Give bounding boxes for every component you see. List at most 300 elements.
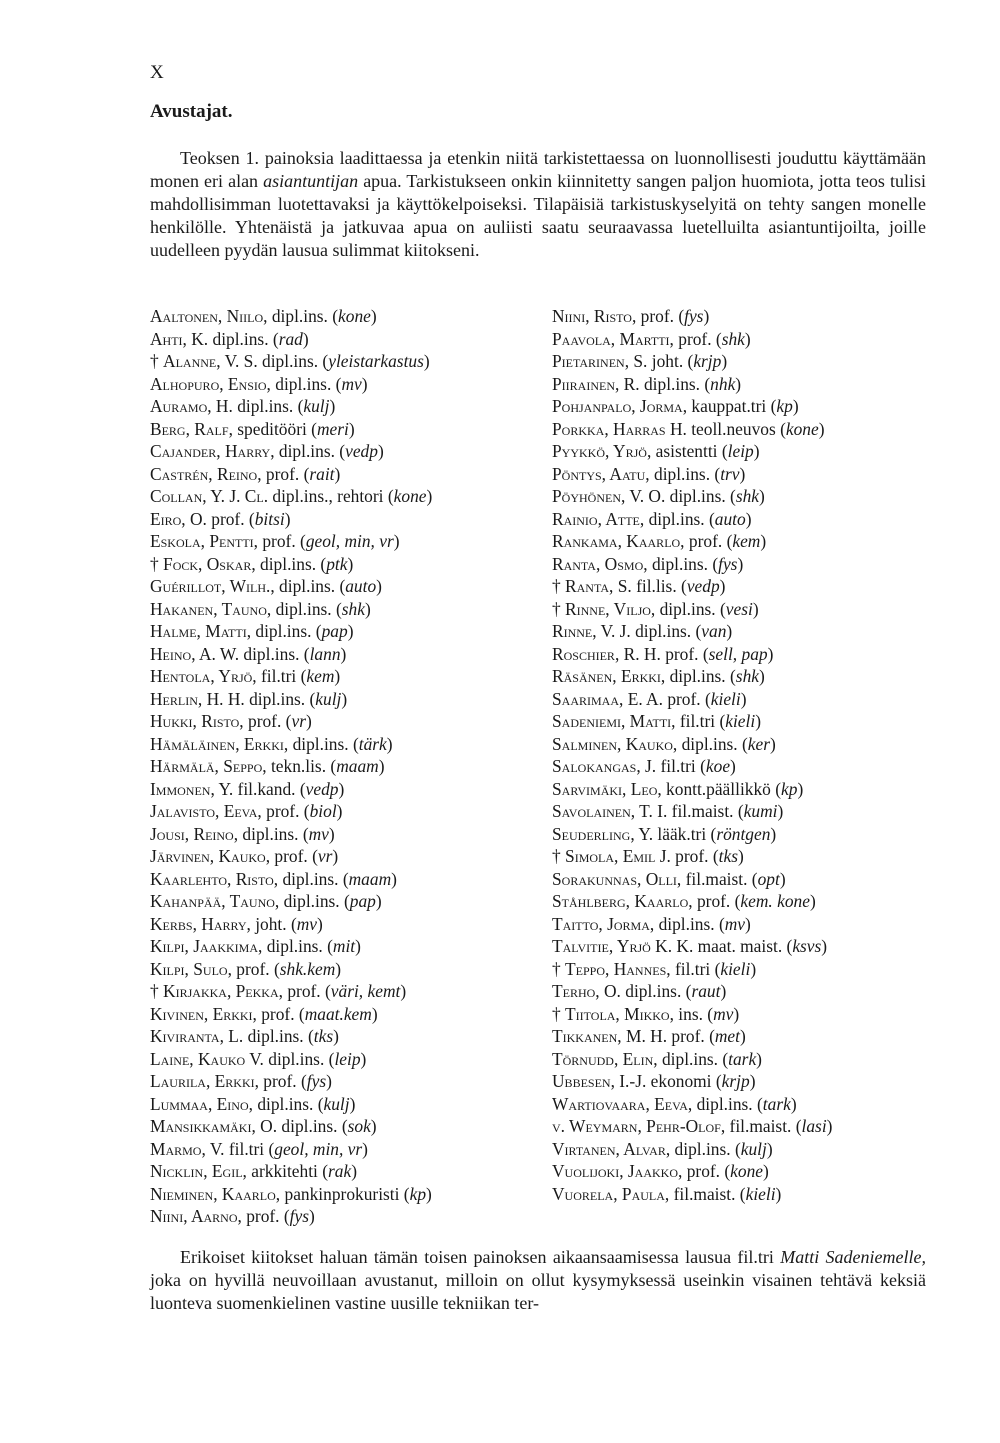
contributor-entry (552, 710, 936, 733)
field-abbreviation: auto (345, 576, 377, 596)
field-abbreviation: lasi (801, 1116, 827, 1136)
contributor-name: Aaltonen, Niilo, (150, 306, 268, 326)
contributor-title: prof. ( (261, 463, 310, 484)
field-abbreviation: raut (691, 981, 721, 1001)
contributor-entry (552, 508, 936, 531)
closing-parenthesis: ) (770, 823, 777, 844)
contributor-title: dipl.ins. ( (257, 351, 329, 371)
contributor-entry (552, 1093, 936, 1116)
contributor-name: Salokangas, J. (552, 756, 657, 776)
contributor-title: fil.maist. ( (669, 1183, 746, 1204)
contributor-entry (552, 688, 936, 711)
contributor-name: Hentola, Yrjö, (150, 666, 257, 686)
contributor-entry (150, 980, 540, 1003)
contributor-title: maat. maist. ( (693, 936, 793, 956)
contributor-name: Niini, Aarno, (150, 1206, 242, 1226)
contributor-name: Roschier, R. H. (552, 643, 661, 664)
contributor-entry (552, 328, 936, 351)
contributor-entry (150, 328, 540, 351)
contributor-entry (552, 778, 936, 801)
field-abbreviation: pap (349, 891, 376, 911)
contributor-title: dipl.ins. ( (274, 576, 346, 596)
closing-parenthesis: ) (756, 1048, 762, 1069)
closing-parenthesis: ) (328, 823, 335, 844)
closing-parenthesis: ) (341, 688, 348, 709)
closing-parenthesis: ) (333, 1026, 339, 1046)
closing-parenthesis: ) (362, 1138, 368, 1159)
contributor-name: Alhopuro, Ensio, (150, 373, 271, 394)
field-abbreviation: kulj (740, 1138, 767, 1159)
closing-parenthesis: ) (332, 846, 339, 866)
field-abbreviation: krjp (721, 1071, 750, 1091)
contributor-name: Vuorela, Paula, (552, 1183, 670, 1204)
contributor-title: prof. ( (206, 508, 255, 529)
contributor-entry (552, 530, 936, 553)
contributor-entry (150, 935, 540, 958)
field-abbreviation: shk (721, 328, 745, 349)
contributor-name: Jousi, Reino, (150, 823, 239, 844)
closing-parenthesis: ) (391, 868, 397, 889)
contributor-entry (150, 373, 540, 396)
contributor-entry (150, 868, 540, 891)
field-abbreviation: koe (705, 756, 731, 776)
closing-parenthesis: ) (739, 1026, 746, 1046)
contributor-title: dipl.ins. ( (647, 553, 719, 574)
contributor-name: Kerbs, Harry, (150, 913, 251, 934)
contributor-title: prof. ( (682, 1161, 731, 1181)
contributor-title: dipl.ins. ( (654, 913, 725, 934)
contributor-name: Guérillot, Wilh., (150, 576, 275, 596)
closing-parenthesis: ) (752, 598, 759, 619)
deceased-mark: † (552, 958, 566, 979)
contributor-entry (150, 440, 540, 463)
contributor-entry (150, 575, 540, 598)
contributor-title: lääk.tri ( (653, 823, 717, 844)
closing-parenthesis: ) (755, 711, 761, 731)
contributor-title: dipl.ins. ( (252, 1093, 324, 1114)
contributor-name: Hukki, Risto, (150, 711, 244, 731)
deceased-mark: † (552, 846, 566, 866)
contributor-name: Niini, Risto, (552, 306, 637, 326)
contributor-title: prof. ( (282, 981, 331, 1001)
closing-parenthesis: ) (347, 553, 354, 574)
contributor-title: dipl.ins. ( (239, 643, 310, 664)
contributor-title: dipl.ins. ( (271, 598, 342, 619)
contributor-entry (150, 463, 540, 486)
contributor-name: Paavola, Martti, (552, 328, 674, 349)
contributor-title: joht. ( (647, 351, 694, 371)
closing-parenthesis: ) (733, 1003, 740, 1024)
contributor-title: dipl.ins. ( (243, 1026, 314, 1046)
closing-parenthesis: ) (349, 1093, 356, 1114)
contributor-name: Härmälä, Seppo, (150, 756, 267, 776)
field-abbreviation: mv (713, 1003, 734, 1024)
contributor-name: Laurila, Erkki, (150, 1071, 259, 1091)
field-abbreviation: maam (336, 756, 379, 776)
contributor-entry (552, 1003, 936, 1026)
contributor-title: prof. ( (636, 306, 685, 326)
closing-parenthesis: ) (720, 981, 727, 1001)
closing-parenthesis: ) (775, 1183, 782, 1204)
contributor-entry (552, 913, 936, 936)
closing-parenthesis: ) (309, 1206, 315, 1226)
contributor-entry (552, 1025, 936, 1048)
field-abbreviation: nhk (710, 373, 736, 394)
contributor-title: prof. ( (660, 643, 709, 664)
contributor-entry (552, 1183, 936, 1206)
field-abbreviation: mv (724, 913, 746, 934)
page-number: X (150, 62, 165, 83)
contributor-name: Kiviranta, L. (150, 1026, 244, 1046)
contributor-title: asistentti ( (651, 441, 728, 461)
contributor-name: Lummaa, Eino, (150, 1093, 253, 1114)
contributor-entry (552, 598, 936, 621)
contributor-title: dipl.ins. ( (657, 1048, 729, 1069)
field-abbreviation: kieli (710, 688, 741, 709)
field-abbreviation: tärk (358, 733, 387, 754)
closing-parenthesis: ) (797, 778, 804, 799)
closing-parenthesis: ) (792, 396, 799, 416)
contributor-entry (552, 440, 936, 463)
contributor-name: Talvitie, Yrjö K. K. (552, 936, 694, 956)
contributor-title: dipl.ins. ( (279, 891, 350, 911)
intro-paragraph (150, 147, 926, 262)
field-abbreviation: tark (762, 1093, 791, 1114)
contributor-list-left (150, 305, 540, 1228)
contributor-name: Ranta, S. (565, 576, 632, 596)
field-abbreviation: shk (735, 486, 760, 506)
contributor-entry (150, 305, 540, 328)
field-abbreviation: tark (728, 1048, 757, 1069)
field-abbreviation: kem (732, 531, 761, 551)
contributor-name: Rinne, Viljo, (565, 598, 656, 619)
closing-parenthesis: ) (721, 351, 728, 371)
contributor-entry (552, 958, 936, 981)
field-abbreviation: maam (348, 868, 392, 889)
field-abbreviation: trv (720, 463, 740, 484)
contributor-title: dipl.ins. ( (655, 598, 726, 619)
closing-parenthesis: ) (423, 351, 430, 371)
contributor-name: Rankama, Kaarlo, (552, 531, 685, 551)
closing-parenthesis: ) (378, 756, 385, 776)
closing-parenthesis: ) (284, 508, 291, 529)
field-abbreviation: sok (347, 1116, 371, 1136)
contributor-entry (552, 755, 936, 778)
contributor-entry (150, 598, 540, 621)
contributor-title: teoll.neuvos ( (686, 418, 786, 439)
field-abbreviation: ptk (326, 553, 348, 574)
closing-parenthesis: ) (760, 531, 767, 551)
field-abbreviation: rad (278, 328, 303, 349)
contributor-entry (552, 395, 936, 418)
contributor-name: Teppo, Hannes, (565, 958, 671, 979)
contributor-title: fil.tri ( (256, 666, 307, 686)
closing-parenthesis: ) (758, 666, 765, 686)
contributor-entry (150, 890, 540, 913)
contributor-name: Castrén, Reino, (150, 463, 262, 484)
field-abbreviation: kulj (315, 688, 342, 709)
field-abbreviation: mv (308, 823, 329, 844)
closing-parenthesis: ) (826, 1116, 833, 1136)
field-abbreviation: met (714, 1026, 740, 1046)
contributor-title: prof. ( (692, 891, 741, 911)
field-abbreviation: fys (306, 1071, 327, 1091)
field-abbreviation: lann (309, 643, 341, 664)
closing-parenthesis: ) (340, 643, 347, 664)
contributor-entry (150, 508, 540, 531)
closing-parenthesis: ) (326, 1071, 332, 1091)
closing-parenthesis: ) (386, 733, 393, 754)
deceased-mark: † (150, 981, 164, 1001)
contributor-entry (150, 1048, 540, 1071)
contributor-name: Taitto, Jorma, (552, 913, 655, 934)
field-abbreviation: kp (776, 396, 793, 416)
contributor-entry (150, 800, 540, 823)
contributor-title: kauppat.tri ( (687, 396, 777, 416)
contributor-name: Wartiovaara, Eeva, (552, 1093, 693, 1114)
closing-parenthesis: ) (334, 463, 341, 484)
contributor-name: Berg, Ralf, (150, 418, 233, 439)
closing-parenthesis: ) (777, 801, 784, 821)
contributor-entry (552, 845, 936, 868)
contributor-title: prof. ( (243, 711, 292, 731)
closing-parenthesis: ) (818, 418, 825, 439)
contributor-title: prof. ( (256, 1003, 305, 1024)
field-abbreviation: auto (714, 508, 746, 529)
deceased-mark: † (150, 351, 164, 371)
field-abbreviation: mv (296, 913, 318, 934)
contributor-title: fil.kand. ( (233, 778, 306, 799)
closing-parenthesis: ) (821, 936, 828, 956)
contributor-entry (150, 1115, 540, 1138)
contributor-entry (150, 665, 540, 688)
contributor-name: Rinne, V. J. (552, 621, 631, 641)
contributor-entry (552, 305, 936, 328)
contributor-entry (552, 1160, 936, 1183)
field-abbreviation: kone (730, 1161, 764, 1181)
contributor-name: Tiitola, Mikko, (565, 1003, 674, 1024)
field-abbreviation: shk (341, 598, 365, 619)
contributor-entry (552, 373, 936, 396)
contributor-title: dipl.ins. ( (263, 1048, 335, 1069)
contributor-entry (552, 980, 936, 1003)
closing-parenthesis: ) (305, 711, 312, 731)
contributor-title: dipl.ins. ( (262, 936, 333, 956)
contributor-entry (150, 755, 540, 778)
contributor-name: Pyykkö, Yrjö, (552, 441, 652, 461)
contributor-entry (150, 1093, 540, 1116)
closing-parenthesis: ) (766, 1138, 773, 1159)
closing-parenthesis: ) (809, 891, 816, 911)
contributor-entry (552, 620, 936, 643)
field-abbreviation: pap (321, 621, 348, 641)
closing-parenthesis: ) (749, 1071, 756, 1091)
field-abbreviation: opt (757, 868, 780, 889)
contributor-name: Ståhlberg, Kaarlo, (552, 891, 693, 911)
contributor-title: kontt.päällikkö ( (661, 778, 782, 799)
contributor-name: Virtanen, Alvar, (552, 1138, 671, 1159)
field-abbreviation: kem. kone (740, 891, 810, 911)
contributor-name: Vuolijoki, Jaakko, (552, 1161, 683, 1181)
contributor-name: Laine, Kauko V. (150, 1048, 264, 1069)
field-abbreviation: vedp (305, 778, 339, 799)
field-abbreviation: meri (316, 418, 349, 439)
contributor-name: Järvinen, Kauko, (150, 846, 271, 866)
field-abbreviation: tks (718, 846, 738, 866)
contributor-entry (150, 845, 540, 868)
contributor-name: Pöyhönen, V. O. (552, 486, 666, 506)
closing-emphasis: Matti Sadeniemelle, (780, 1247, 926, 1267)
contributor-entry (552, 643, 936, 666)
closing-parenthesis: ) (355, 936, 361, 956)
field-abbreviation: shk.kem (279, 958, 336, 979)
field-abbreviation: geol, min, vr (274, 1138, 363, 1159)
deceased-mark: † (552, 1003, 566, 1024)
contributor-title: joht. ( (250, 913, 297, 934)
contributor-title: ins. ( (673, 1003, 714, 1024)
contributor-title: fil.maist. ( (681, 868, 758, 889)
contributor-entry (552, 935, 936, 958)
contributor-entry (552, 575, 936, 598)
contributor-title: dipl.ins. ( (670, 1138, 741, 1159)
intro-emphasis: asiantuntijan (263, 171, 359, 191)
contributor-entry (150, 778, 540, 801)
contributor-name: Ranta, Osmo, (552, 553, 648, 574)
field-abbreviation: rait (309, 463, 335, 484)
contributor-title: fil.lis. ( (631, 576, 687, 596)
closing-parenthesis: ) (703, 306, 710, 326)
closing-parenthesis: ) (744, 328, 751, 349)
closing-parenthesis: ) (730, 756, 736, 776)
contributor-title: prof. ( (261, 801, 310, 821)
contributor-title: dipl.ins. ( (288, 733, 359, 754)
contributor-name: Kilpi, Sulo, (150, 958, 232, 979)
contributor-title: dipl.ins. ( (620, 981, 692, 1001)
field-abbreviation: ker (747, 733, 771, 754)
field-abbreviation: sell, pap (708, 643, 768, 664)
field-abbreviation: kone (338, 306, 371, 326)
closing-parenthesis: ) (790, 1093, 797, 1114)
intro-text-end: apua. Tarkistukseen onkin kiinnitetty sangen paljon huomiota, jotta teos tulisi mahdollisimman luotettavaksi ja käyttökelpoiseksi. Tilapäisiä tarkistuskyselyitä on tehty sangen monelle henkilölle. Yhtenäistä ja jatkuvaa apua on auliisti saatu seuraavassa luetelluilta asiantuntijoilta, joille uudelleen pyydän lausua sulimmat kiitokseni. (150, 171, 926, 260)
closing-parenthesis: ) (317, 913, 323, 934)
contributor-title: prof. ( (231, 958, 280, 979)
field-abbreviation: vedp (345, 441, 378, 461)
closing-parenthesis: ) (740, 688, 747, 709)
closing-paragraph (150, 1246, 926, 1314)
contributor-entry (150, 1070, 540, 1093)
contributor-name: Eskola, Pentti, (150, 531, 258, 551)
closing-parenthesis: ) (370, 306, 377, 326)
field-abbreviation: biol (309, 801, 337, 821)
contributor-entry (150, 1025, 540, 1048)
closing-text-end: joka on hyvillä neuvoillaan avustanut, milloin on ollut kysymyksessä useinkin visainen tehtävä keksiä luonteva suomenkielinen vastine uusille tekniikan ter- (150, 1269, 926, 1313)
field-abbreviation: fys (289, 1206, 309, 1226)
closing-parenthesis: ) (739, 463, 746, 484)
contributor-title: fil.tri ( (675, 711, 726, 731)
contributor-title: dipl.ins. ( (665, 486, 736, 506)
field-abbreviation: leip (334, 1048, 361, 1069)
closing-parenthesis: ) (360, 1048, 367, 1069)
contributor-name: Seuderling, Y. (552, 823, 654, 844)
field-abbreviation: van (701, 621, 727, 641)
contributor-name: Sadeniemi, Matti, (552, 711, 676, 731)
closing-parenthesis: ) (375, 891, 382, 911)
contributor-title: dipl.ins. ( (649, 463, 721, 484)
contributor-title: dipl.ins. ( (255, 553, 327, 574)
contributor-title: dipl.ins. ( (639, 373, 711, 394)
contributor-name: Terho, O. (552, 981, 621, 1001)
intro-text-start: Teoksen 1. painoksia laadittaessa ja etenkin niitä tarkistettaessa on luonnollisesti jouduttu käyttämään monen eri alan (150, 148, 926, 191)
field-abbreviation: fys (684, 306, 704, 326)
contributor-title: dipl.ins. ( (238, 823, 309, 844)
contributor-title: prof. ( (270, 846, 318, 866)
field-abbreviation: maat.kem (304, 1003, 372, 1024)
closing-parenthesis: ) (737, 846, 744, 866)
contributor-entry (150, 823, 540, 846)
contributor-title: prof. ( (670, 846, 719, 866)
contributor-name: Ahti, K. (150, 328, 209, 349)
contributor-entry (552, 1070, 936, 1093)
contributor-name: Hakanen, Tauno, (150, 598, 272, 619)
closing-parenthesis: ) (361, 373, 368, 394)
field-abbreviation: kone (393, 486, 427, 506)
field-abbreviation: rak (328, 1161, 352, 1181)
contributor-title: dipl.ins. ( (630, 621, 702, 641)
field-abbreviation: vr (291, 711, 306, 731)
field-abbreviation: tks (313, 1026, 334, 1046)
closing-parenthesis: ) (426, 486, 433, 506)
contributor-entry (150, 1003, 540, 1026)
contributor-entry (552, 463, 936, 486)
field-abbreviation: leip (727, 441, 754, 461)
deceased-mark: † (552, 576, 566, 596)
field-abbreviation: kumi (743, 801, 778, 821)
contributor-title: fil.maist. ( (725, 1116, 802, 1136)
contributor-entry (552, 823, 936, 846)
contributor-entry (552, 890, 936, 913)
deceased-mark: † (552, 598, 566, 619)
contributor-name: Salminen, Kauko, (552, 733, 678, 754)
contributor-entry (150, 643, 540, 666)
closing-text-start: Erikoiset kiitokset haluan tämän toisen painoksen aikaansaamisessa lausua fil.tri (180, 1247, 781, 1267)
closing-parenthesis: ) (302, 328, 309, 349)
closing-parenthesis: ) (336, 801, 343, 821)
contributor-name: Cajander, Harry, (150, 441, 275, 461)
field-abbreviation: krjp (693, 351, 722, 371)
contributor-name: Nicklin, Egil, (150, 1161, 247, 1181)
contributor-title: dipl.ins. ( (644, 508, 715, 529)
contributor-name: Jalavisto, Eeva, (150, 801, 262, 821)
closing-parenthesis: ) (750, 958, 757, 979)
closing-parenthesis: ) (426, 1183, 432, 1204)
contributor-name: Marmo, V. (150, 1138, 225, 1159)
field-abbreviation: yleistarkastus (328, 351, 424, 371)
contributor-title: speditööri ( (232, 418, 317, 439)
field-abbreviation: väri, kemt (330, 981, 401, 1001)
contributor-name: Kivinen, Erkki, (150, 1003, 257, 1024)
contributor-name: Piirainen, R. (552, 373, 640, 394)
field-abbreviation: kp (409, 1183, 427, 1204)
closing-parenthesis: ) (779, 868, 786, 889)
contributor-name: Simola, Emil J. (565, 846, 671, 866)
field-abbreviation: kone (785, 418, 819, 439)
contributor-name: Pietarinen, S. (552, 351, 648, 371)
contributor-name: Mansikkamäki, O. (150, 1116, 278, 1136)
field-abbreviation: kieli (720, 958, 751, 979)
closing-parenthesis: ) (767, 643, 774, 664)
contributor-name: Sarvimäki, Leo, (552, 778, 662, 799)
contributor-title: fil.maist. ( (667, 801, 744, 821)
